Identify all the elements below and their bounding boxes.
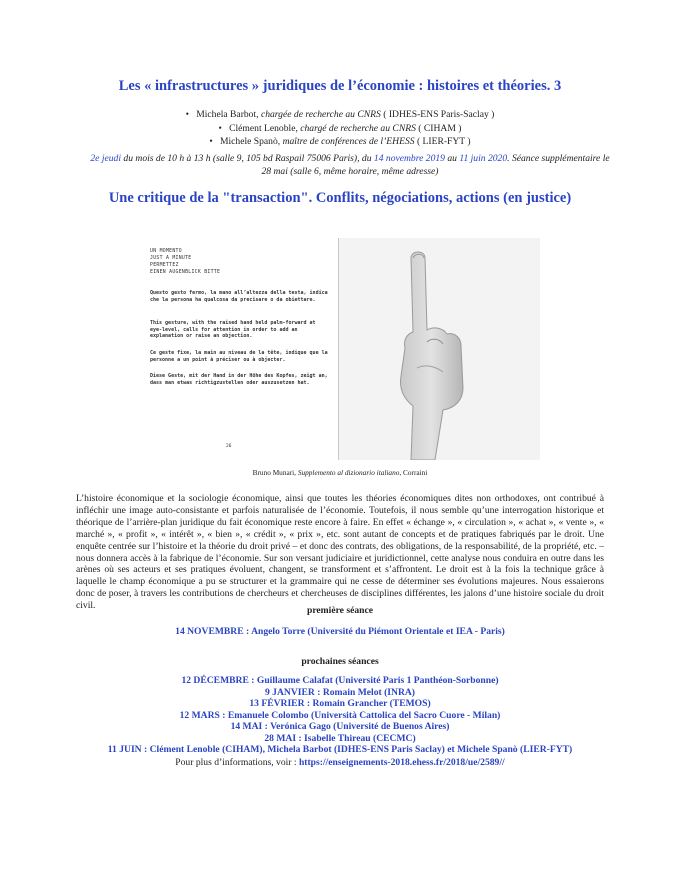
schedule-end-date: 11 juin 2020: [459, 153, 508, 164]
session-item: 12 DÉCEMBRE : Guillaume Calafat (Université Paris 1 Panthéon-Sorbonne): [181, 675, 499, 686]
caption-work: Supplemento al dizionario italiano: [297, 468, 400, 477]
year-theme-title: Une critique de la "transaction". Conflits, négociations, actions (en justice): [108, 190, 572, 206]
organizer-role: chargée de recherche au CNRS: [260, 109, 381, 120]
raised-finger-drawing: [339, 238, 540, 460]
organizer-item: [140, 108, 540, 122]
organizer-item: [140, 122, 540, 136]
session-item: 13 FÉVRIER : Romain Grancher (TEMOS): [249, 698, 431, 709]
session-item: 9 JANVIER : Romain Melot (INRA): [264, 686, 416, 698]
seminar-title: Les « infrastructures » juridiques de l’économie : histoires et théories. 3: [118, 78, 562, 94]
figure-caption: [0, 468, 680, 477]
schedule-text: . Séance supplémentaire le 28 mai (salle 6, même horaire, même adresse): [261, 153, 610, 177]
organizer-affiliation: ( LIER-FYT ): [414, 136, 471, 147]
schedule-text: du mois de 10 h à 13 h (salle 9, 105 bd Raspail 75006 Paris), du: [121, 153, 374, 164]
schedule-day: 2e jeudi: [90, 153, 121, 164]
dictionary-paragraph: This gesture, with the raised hand held palm-forward at eye-level, calls for attention in order to add an explanation or raise an objection.: [150, 320, 316, 340]
heading-line: JUST A MINUTE: [150, 256, 192, 261]
organizer-affiliation: ( IDHES-ENS Paris-Saclay ): [380, 109, 495, 120]
session-item: 14 MAI : Verónica Gago (Université de Buenos Aires): [230, 721, 450, 732]
session-item: 11 JUIN : Clément Lenoble (CIHAM), Michela Barbot (IDHES-ENS Paris Saclay) et Michele Spanò (LIER-FYT): [107, 744, 573, 755]
heading-line: PERMETTEZ: [150, 263, 179, 268]
next-sessions-heading: prochaines séances: [301, 656, 379, 667]
heading-line: UN MOMENTO: [150, 249, 182, 254]
first-session-item: 14 NOVEMBRE : Angelo Torre (Université du Piémont Orientale et IEA - Paris): [175, 626, 505, 637]
sessions-list: [0, 675, 680, 756]
organizer-affiliation: ( CIHAM ): [415, 122, 462, 134]
dictionary-page: [140, 238, 339, 460]
page-number: 26: [226, 444, 232, 449]
organizer-role: maître de conférences de l’EHESS: [282, 136, 415, 147]
first-session-heading: première séance: [307, 605, 373, 616]
dictionary-paragraph: Questo gesto fermo, la mano all’altezza della testa, indica che la persona ha qualcosa da precisare o da obiettare.: [150, 290, 328, 303]
schedule-info: [90, 152, 610, 178]
dictionary-paragraph: Ce geste fixe, la main au niveau de la tête, indique que la personne a un point à préciser ou à objecter.: [150, 350, 328, 363]
organizer-name: Clément Lenoble,: [229, 122, 301, 134]
organizer-name: Michela Barbot,: [196, 109, 261, 120]
session-item: 28 MAI : Isabelle Thireau (CECMC): [264, 732, 416, 744]
dictionary-heading: [150, 248, 220, 276]
raised-finger-photo: [339, 238, 540, 460]
session-item: 12 MARS : Emanuele Colombo (Università Cattolica del Sacro Cuore - Milan): [179, 709, 501, 721]
caption-publisher: , Corraini: [399, 468, 428, 477]
heading-line: EINEN AUGENBLICK BITTE: [150, 270, 221, 275]
ehess-link[interactable]: https://enseignements-2018.ehess.fr/2018/ue/2589//: [298, 757, 505, 768]
dictionary-paragraph: Diese Geste, mit der Hand in der Höhe des Kopfes, zeigt an, dass man etwas richtigzustellen oder auszusetzen hat.: [150, 373, 328, 386]
illustration: [140, 238, 540, 460]
organizer-role: chargé de recherche au CNRS: [300, 122, 416, 134]
organizers-list: [140, 108, 540, 149]
organizer-item: [140, 135, 540, 149]
more-info-label: Pour plus d’informations, voir :: [175, 757, 299, 768]
more-info: [0, 757, 680, 768]
schedule-start-date: 14 novembre 2019: [373, 153, 445, 164]
caption-author: Bruno Munari,: [252, 468, 298, 477]
organizer-name: Michele Spanò,: [219, 136, 283, 147]
presentation-text: L’histoire économique et la sociologie économique, ainsi que toutes les théories économiques dites non orthodoxes, ont contribué à infléchir une image auto-consistante et parfois naturalisée de l’économie. Toutefois, il nous semble qu’une interrogation historique et théorique de l’arrière-plan juridique du fait économique reste encore à faire. En effet « échange », « circulation », « achat », « vente », « marché », « profit », « intérêt », « bien », « crédit », « prix », etc. sont autant de concepts et de pratiques fabriqués par le droit. Une enquête centrée sur l’histoire et la théorie du droit privé – et donc des contrats, des obligations, de la responsabilité, de la propriété, etc. – nous donnera accès à la fabrique de l’économie. Sur son versant judiciaire et juridictionnel, cette analyse nous conduira en outre dans les arènes où ses acteurs et ses pratiques évoluent, changent, se transforment et s’affrontent. Le droit est à la fois la technique grâce à laquelle le champ économique a pu se structurer et la grammaire qui ne cesse de déterminer ses évolutions majeures. Nous essaierons donc de poser, à travers les contributions de chercheurs et chercheuses de disciplines différentes, les jalons d’une histoire sociale du droit civil.: [76, 493, 604, 612]
schedule-text: au: [444, 153, 460, 164]
